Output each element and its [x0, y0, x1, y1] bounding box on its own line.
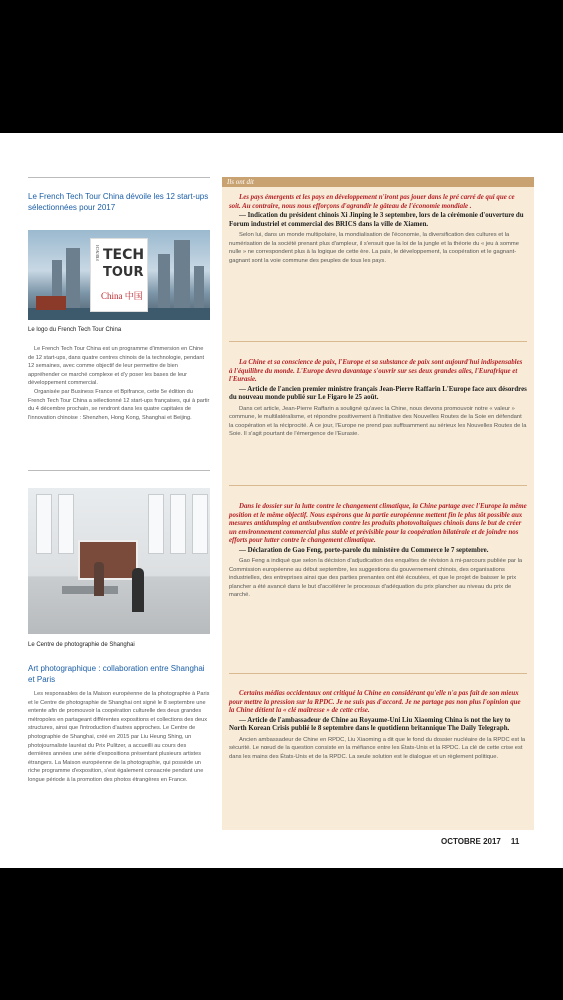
quote-text: Certains médias occidentaux ont critiqué la Chine en considérant qu'elle n'a pas fait de son mieux pour mettre la pression sur la RPDC. Je ne suis pas d'accord. Je ne partage pas non plus l'opinion que la Chine détient la « clé maîtresse » de cette crise.: [229, 690, 521, 714]
top-rule-left: [28, 177, 210, 178]
section1-title: [28, 191, 210, 213]
quote-text: La Chine et sa conscience de paix, l'Europe et sa substance de paix sont aujourd'hui indispensables à l'équilibre du monde. L'Europe devra davantage s'ouvrir sur ses deux grandes ailes, l'Eurafrique et l'Eurasie.: [229, 359, 523, 383]
issue-date: OCTOBRE 2017: [441, 837, 501, 846]
french-tech-tour-logo: FRENCH TECH TOUR China 中国: [90, 238, 148, 312]
section1-paragraph: Organisée par Business France et Bpifrance, cette 5e édition du French Tech Tour China a sélectionné 12 start-ups françaises, qui à partir du 4 décembre prochain, se rendront dans les quatre capitales de l'innovation chinoise : Shenzhen, Hong Kong, Shanghai et Beijing.: [28, 388, 210, 421]
section2-heading: Art photographique : collaboration entre Shanghai et Paris: [28, 664, 205, 684]
quote-commentary: Gao Feng a indiqué que selon la décision d'adjudication des enquêtes de révision à mi-parcours publiée par la Commission européenne au début septembre, les suggestions du gouvernement chinois, des organisations industrielles, des entreprises ainsi que des parties prenantes ont été écoutées, et que le projet de baisser le prix plancher a été avancé dans le but d'accélérer le processus d'adéquation du prix plancher au niveau du prix de marché.: [229, 558, 523, 599]
divider: [229, 673, 527, 674]
quote-attribution: — Déclaration de Gao Feng, porte-parole du ministère du Commerce le 7 septembre.: [239, 546, 489, 554]
quote-block-1: [229, 194, 527, 265]
caption-logo: Le logo du French Tech Tour China: [28, 327, 122, 333]
quote-block-2: [229, 359, 527, 439]
page-number: 11: [510, 837, 520, 846]
quote-commentary: Dans cet article, Jean-Pierre Raffarin a souligné qu'avec la Chine, nous devons promouvoir notre « valeur » commune, le multilatéralisme, et répondre positivement à l'initiative des Nouvelles Routes de la Soie en défendant la coopération et la réciprocité. À ce jour, l'Europe ne prend pas suffisamment au sérieux les Nouvelles Routes de la Soie. Il s'agit pourtant de l'émergence de l'Eurasie.: [229, 405, 527, 438]
caption-shanghai: Le Centre de photographie de Shanghai: [28, 642, 135, 648]
quote-block-4: [229, 690, 527, 761]
french-tech-tour-image: [28, 230, 210, 320]
section2-paragraph: Les responsables de la Maison européenne de la photographie à Paris et le Centre de photographie de Shanghai ont signé le 8 septembre une entente afin de promouvoir la coopération culturelle des deux grandes métropoles en partageant différentes expositions et collections des deux structures, ainsi que l'introduction d'autres approches. Le Centre de photographie de Shanghai, créé en 2015 par Liu Heung Shing, un photojournaliste lauréat du Prix Pulitzer, a accueilli au cours des dernières années une série d'expositions présentant plusieurs artistes étrangers. La Maison européenne de la photographie, qui possède un riche programme d'exposition, s'est également consacrée pendant une longue période à la promotion des photos étrangères en France.: [28, 691, 210, 783]
shanghai-photo-center-image: [28, 488, 210, 634]
quote-text: Dans le dossier sur la lutte contre le changement climatique, la Chine partage avec l'Europe la même position et le même objectif. Nous espérons que la partie européenne mettent fin le plus tôt possible aux mesures antidumping et antisubvention contre les produits photovoltaïques chinois dans le but de créer un environnement commercial plus stable et prévisible pour la coopération bilatérale et de joindre nos efforts pour lutter contre le changement climatique.: [229, 503, 527, 544]
quote-text: Les pays émergents et les pays en développement n'iront pas jouer dans le pré carré de qui que ce soit. Au contraire, nous nous efforçons d'agrandir le gâteau de l'économie mondiale .: [229, 194, 515, 210]
section1-paragraph: Le French Tech Tour China est un programme d'immersion en Chine de 12 start-ups, dans quatre centres chinois de la technologie, pendant 12 semaines, avec comme objectif de leur permettre de bien appréhender ce marché complexe et d'y poser les bases de leur développement commercial.: [28, 346, 205, 387]
section1-body: [28, 345, 210, 422]
magazine-page: [0, 133, 563, 868]
junk-boat-icon: [36, 296, 66, 310]
section2: [28, 663, 210, 785]
divider: [28, 470, 210, 471]
quote-attribution: — Indication du président chinois Xi Jinping le 3 septembre, lors de la cérémonie d'ouverture du Forum industriel et commercial des BRICS dans la ville de Xiamen.: [229, 212, 524, 228]
divider: [229, 485, 527, 486]
quote-commentary: Ancien ambassadeur de Chine en RPDC, Liu Xiaoming a dit que le fond du dossier nucléaire de la RPDC est la sécurité. Le nœud de la question consiste en la méfiance entre les États-Unis et la RPDC. La clé de cette crise est dans les mains des États-Unis et de la RPDC. La seule solution est le dialogue et un règlement politique.: [229, 736, 526, 760]
quote-attribution: — Article de l'ancien premier ministre français Jean-Pierre Raffarin L'Europe face aux désordres du nouveau monde publié sur Le Figaro le 25 août.: [229, 385, 527, 401]
section1-heading: Le French Tech Tour China dévoile les 12 start-ups sélectionnées pour 2017: [28, 192, 209, 212]
quotes-header: Ils ont dit: [222, 177, 534, 187]
divider: [229, 341, 527, 342]
quote-commentary: Selon lui, dans un monde multipolaire, la mondialisation de l'économie, la diversification des cultures et la numérisation de la société prenant plus d'ampleur, il s'ensuit que la loi de la jungle et la théorie du « jeu à somme nulle » ne correspondent plus à la logique de cette ère. La paix, le développement, la coopération et le gagnant-gagnant sont la voie commune des peuples de tous les pays.: [229, 232, 519, 264]
quote-attribution: — Article de l'ambassadeur de Chine au Royaume-Uni Liu Xiaoming China is not the key to North Korean Crisis publié le 8 septembre dans le quotidienn britannique The Daily Telegraph.: [229, 716, 511, 732]
page-footer: [441, 837, 519, 846]
quote-block-3: [229, 503, 527, 600]
